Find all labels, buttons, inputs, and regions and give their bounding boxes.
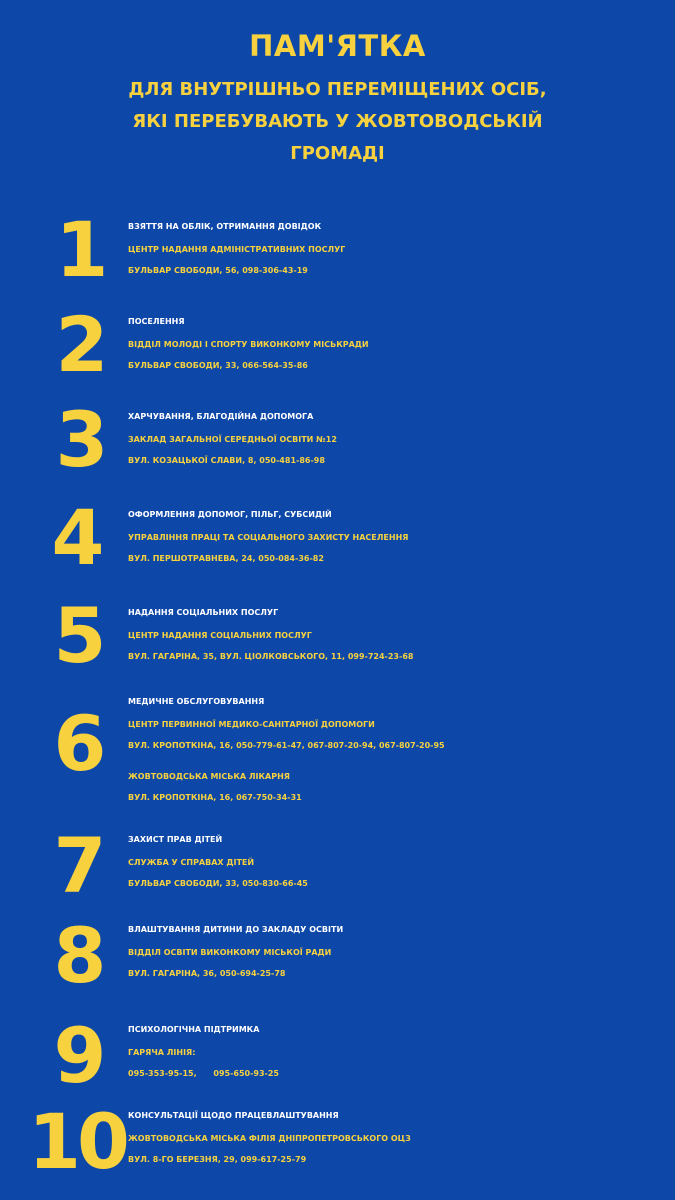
item-address: ВУЛ. ПЕРШОТРАВНЕВА, 24, 050-084-36-82 xyxy=(128,554,324,563)
item-office: ЗАКЛАД ЗАГАЛЬНОЇ СЕРЕДНЬОЇ ОСВІТИ №12 xyxy=(128,435,337,444)
item-number: 7 xyxy=(53,821,107,910)
item-content xyxy=(128,1104,673,1170)
item-number: 6 xyxy=(53,699,107,788)
item-office: СЛУЖБА У СПРАВАХ ДІТЕЙ xyxy=(128,858,255,867)
item-address: ВУЛ. ГАГАРІНА, 36, 050-694-25-78 xyxy=(128,969,286,978)
poster-subtitle xyxy=(0,74,675,170)
item-address-secondary: ВУЛ. КРОПОТКІНА, 16, 067-750-34-31 xyxy=(128,793,302,802)
item-content xyxy=(128,918,673,984)
subtitle-line: ДЛЯ ВНУТРІШНЬО ПЕРЕМІЩЕНИХ ОСІБ, xyxy=(128,79,547,100)
item-address: ВУЛ. ГАГАРІНА, 35, ВУЛ. ЦІОЛКОВСЬКОГО, 11, 099-724-23-68 xyxy=(128,652,414,661)
subtitle-line: ГРОМАДІ xyxy=(290,143,385,164)
item-number: 9 xyxy=(53,1011,107,1100)
item-office: ВІДДІЛ ОСВІТИ ВИКОНКОМУ МІСЬКОЇ РАДИ xyxy=(128,948,332,957)
item-address: ВУЛ. КОЗАЦЬКОЇ СЛАВИ, 8, 050-481-86-98 xyxy=(128,456,325,465)
item-content xyxy=(128,828,673,894)
item-content xyxy=(128,690,673,808)
item-address: БУЛЬВАР СВОБОДИ, 33, 050-830-66-45 xyxy=(128,879,308,888)
hotline-numbers: 095-353-95-15, 095-650-93-25 xyxy=(128,1069,279,1078)
item-office: УПРАВЛІННЯ ПРАЦІ ТА СОЦІАЛЬНОГО ЗАХИСТУ НАСЕЛЕННЯ xyxy=(128,533,409,542)
item-heading: НАДАННЯ СОЦІАЛЬНИХ ПОСЛУГ xyxy=(128,608,279,617)
item-address: БУЛЬВАР СВОБОДИ, 56, 098-306-43-19 xyxy=(128,266,308,275)
item-number: 5 xyxy=(53,591,107,680)
item-number: 10 xyxy=(28,1097,126,1186)
item-number: 2 xyxy=(55,300,109,389)
poster-header xyxy=(0,28,675,170)
poster-title: ПАМ'ЯТКА xyxy=(249,29,426,63)
item-office: ЦЕНТР ПЕРВИННОЇ МЕДИКО-САНІТАРНОЇ ДОПОМОГИ xyxy=(128,720,375,729)
item-heading: ВЛАШТУВАННЯ ДИТИНИ ДО ЗАКЛАДУ ОСВІТИ xyxy=(128,925,344,934)
item-address: БУЛЬВАР СВОБОДИ, 33, 066-564-35-86 xyxy=(128,361,308,370)
item-heading: ПСИХОЛОГІЧНА ПІДТРИМКА xyxy=(128,1025,260,1034)
item-address: ВУЛ. КРОПОТКІНА, 16, 050-779-61-47, 067-807-20-94, 067-807-20-95 xyxy=(128,741,445,750)
item-number: 3 xyxy=(55,395,109,484)
item-number: 4 xyxy=(51,493,105,582)
item-heading: ОФОРМЛЕННЯ ДОПОМОГ, ПІЛЬГ, СУБСИДІЙ xyxy=(128,510,332,519)
item-content xyxy=(128,310,673,376)
item-office: ЦЕНТР НАДАННЯ СОЦІАЛЬНИХ ПОСЛУГ xyxy=(128,631,312,640)
item-number: 8 xyxy=(53,911,107,1000)
item-heading: КОНСУЛЬТАЦІЇ ЩОДО ПРАЦЕВЛАШТУВАННЯ xyxy=(128,1111,339,1120)
item-content xyxy=(128,601,673,667)
subtitle-line: ЯКІ ПЕРЕБУВАЮТЬ У ЖОВТОВОДСЬКІЙ xyxy=(132,111,543,132)
item-number: 1 xyxy=(55,205,109,294)
item-office: ВІДДІЛ МОЛОДІ І СПОРТУ ВИКОНКОМУ МІСЬКРАДИ xyxy=(128,340,369,349)
item-heading: ХАРЧУВАННЯ, БЛАГОДІЙНА ДОПОМОГА xyxy=(128,412,314,421)
item-heading: ВЗЯТТЯ НА ОБЛІК, ОТРИМАННЯ ДОВІДОК xyxy=(128,222,322,231)
item-content xyxy=(128,503,673,569)
hotline-label: ГАРЯЧА ЛІНІЯ: xyxy=(128,1048,196,1057)
item-office: ЦЕНТР НАДАННЯ АДМІНІСТРАТИВНИХ ПОСЛУГ xyxy=(128,245,346,254)
item-heading: МЕДИЧНЕ ОБСЛУГОВУВАННЯ xyxy=(128,697,265,706)
item-address: ВУЛ. 8-ГО БЕРЕЗНЯ, 29, 099-617-25-79 xyxy=(128,1155,307,1164)
item-content xyxy=(128,405,673,471)
item-content xyxy=(128,1018,673,1084)
item-content xyxy=(128,215,673,281)
item-office-secondary: ЖОВТОВОДСЬКА МІСЬКА ЛІКАРНЯ xyxy=(128,772,290,781)
item-heading: ПОСЕЛЕННЯ xyxy=(128,317,185,326)
item-office: ЖОВТОВОДСЬКА МІСЬКА ФІЛІЯ ДНІПРОПЕТРОВСЬКОГО ОЦЗ xyxy=(128,1134,411,1143)
item-heading: ЗАХИСТ ПРАВ ДІТЕЙ xyxy=(128,835,223,844)
